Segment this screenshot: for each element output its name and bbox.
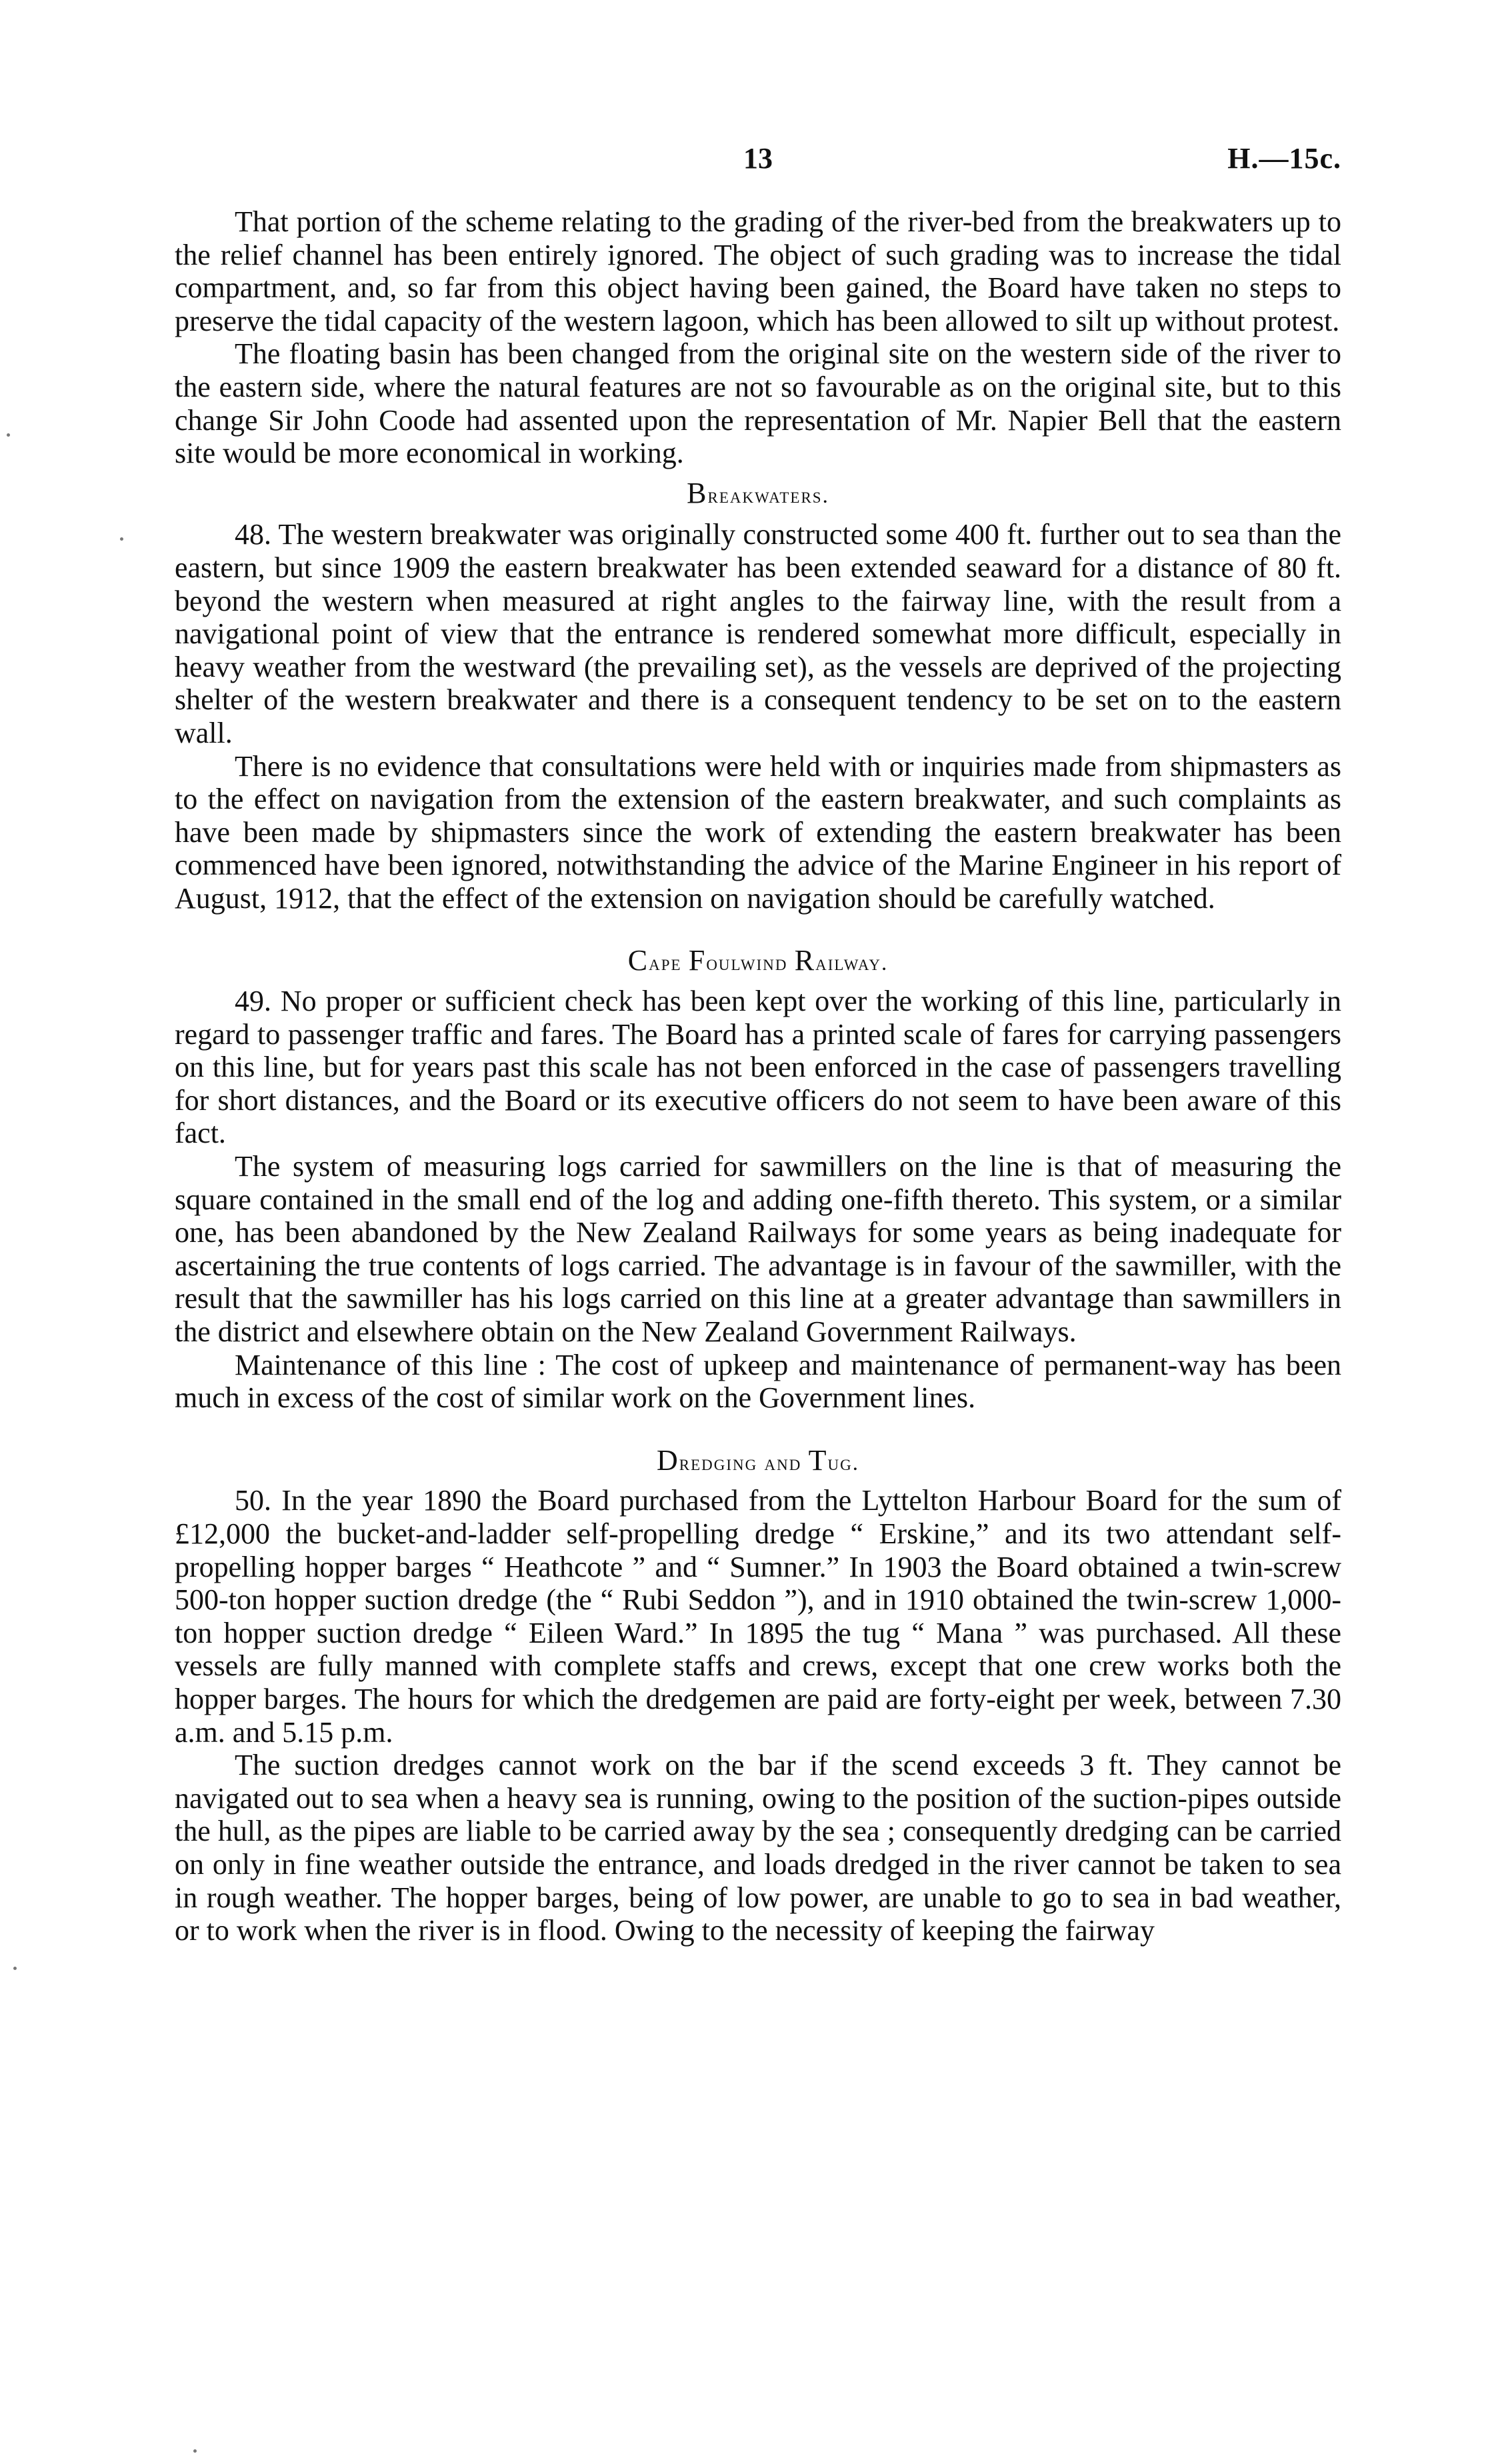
heading-cape-foulwind-railway: Cape Foulwind Railway. [627,944,889,977]
paragraph-grading: That portion of the scheme relating to the grading of the river-bed from the breakwaters up to the relief channel has been entirely ignored. The object of such grading was to increase the tidal compartment, and, so far from this object having been gained, the Board have taken no steps to preserve the tidal capacity of the western lagoon, which has been allowed to silt up without protest. [175,205,1341,337]
heading-dredging-and-tug: Dredging and Tug. [657,1443,859,1477]
margin-speck [120,537,123,541]
paragraph-maintenance: Maintenance of this line : The cost of upkeep and maintenance of permanent-way has been much in excess of the cost of similar work on the Government lines. [175,1348,1341,1415]
margin-speck [13,1967,17,1970]
heading-breakwaters: Breakwaters. [687,476,829,509]
document-reference: H.—15c. [1227,142,1341,175]
margin-speck [193,2449,197,2453]
paragraph-48: 48. The western breakwater was originally constructed some 400 ft. further out to sea than the eastern, but since 1909 the eastern breakwater has been extended seaward for a distance of 80 ft. beyond the western when measured at right angles to the fairway line, with the result from a navigational point of view that the entrance is rendered somewhat more difficult, especially in heavy weather from the westward (the prevailing set), as the vessels are deprived of the projecting shelter of the western breakwater and there is a consequent tendency to be set on to the eastern wall. [175,518,1341,749]
page-number: 13 [743,142,773,175]
paragraph-50: 50. In the year 1890 the Board purchased from the Lyttelton Harbour Board for the sum of £12,000 the bucket-and-ladder self-propelling dredge “ Erskine,” and its two attendant self-propelling hopper barges “ Heathcote ” and “ Sumner.” In 1903 the Board obtained a twin-screw 500-ton hopper suction dredge (the “ Rubi Seddon ”), and in 1910 obtained the twin-screw 1,000-ton hopper suction dredge “ Eileen Ward.” In 1895 the tug “ Mana ” was purchased. All these vessels are fully manned with complete staffs and crews, except that one crew works both the hopper barges. The hours for which the dredgemen are paid are forty-eight per week, between 7.30 a.m. and 5.15 p.m. [175,1484,1341,1749]
paragraph-suction-dredges: The suction dredges cannot work on the bar if the scend exceeds 3 ft. They cannot be navigated out to sea when a heavy sea is running, owing to the position of the suction-pipes outside the hull, as the pipes are liable to be carried away by the sea ; consequently dredging can be carried on only in fine weather outside the entrance, and loads dredged in the river cannot be taken to sea in rough weather. The hopper barges, being of low power, are unable to go to sea in bad weather, or to work when the river is in flood. Owing to the necessity of keeping the fairway [175,1749,1341,1947]
page-header [175,141,1341,181]
paragraph-measuring-logs: The system of measuring logs carried for sawmillers on the line is that of measuring the square contained in the small end of the log and adding one-fifth thereto. This system, or a similar one, has been abandoned by the New Zealand Railways for some years as being inadequate for ascertaining the true contents of logs carried. The advantage is in favour of the sawmiller, with the result that the sawmiller has his logs carried on this line at a greater advantage than sawmillers in the district and elsewhere obtain on the New Zealand Government Railways. [175,1150,1341,1348]
margin-speck [7,433,10,437]
paragraph-49: 49. No proper or sufficient check has been kept over the working of this line, particularly in regard to passenger traffic and fares. The Board has a printed scale of fares for carrying passengers on this line, but for years past this scale has not been enforced in the case of passengers travelling for short distances, and the Board or its executive officers do not seem to have been aware of this fact. [175,985,1341,1150]
paragraph-floating-basin: The floating basin has been changed from the original site on the western side of the river to the eastern side, where the natural features are not so favourable as on the original site, but to this change Sir John Coode had assented upon the representation of Mr. Napier Bell that the eastern site would be more economical in working. [175,337,1341,470]
paragraph-consultations: There is no evidence that consultations were held with or inquiries made from shipmasters as to the effect on navigation from the extension of the eastern breakwater, and such complaints as have been made by shipmasters since the work of extending the eastern breakwater has been commenced have been ignored, notwithstanding the advice of the Marine Engineer in his report of August, 1912, that the effect of the extension on navigation should be carefully watched. [175,749,1341,915]
document-body [175,205,1341,1947]
